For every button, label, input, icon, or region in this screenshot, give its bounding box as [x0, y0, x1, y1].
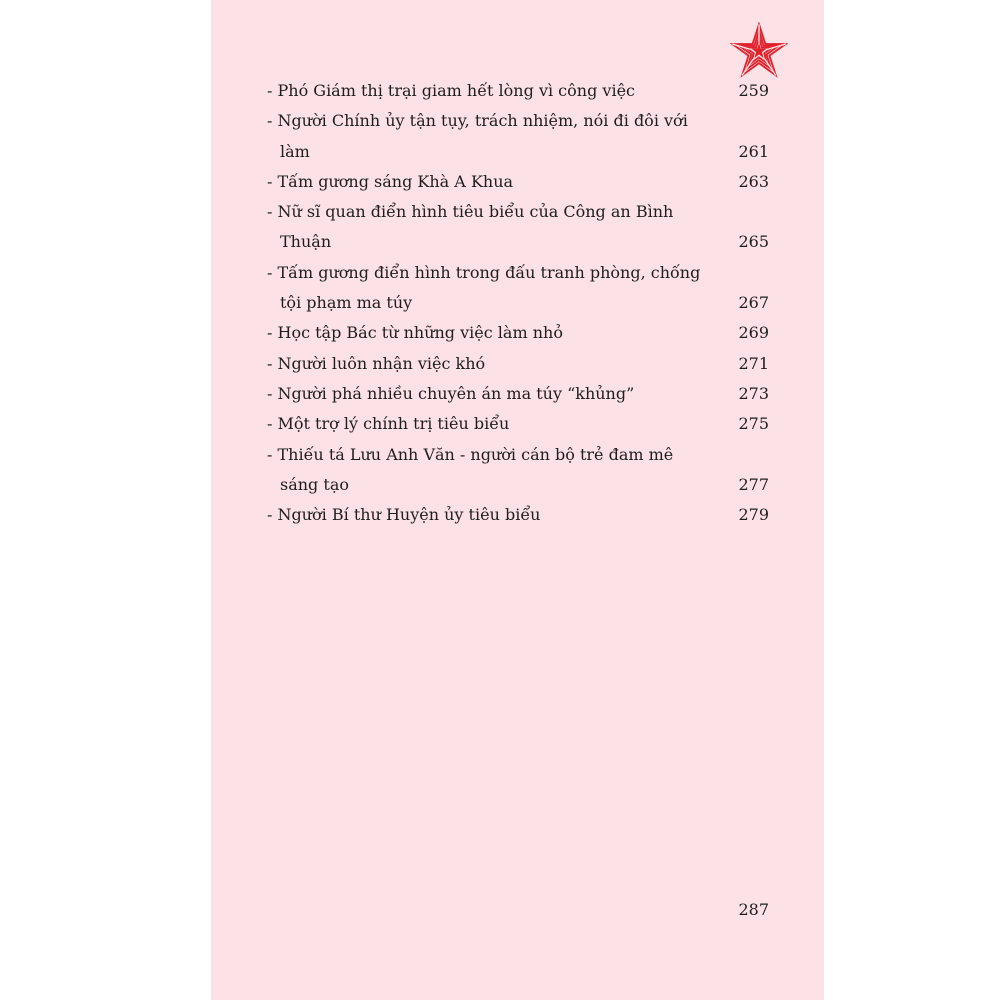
red-star-emblem-icon	[730, 22, 788, 80]
toc-entry-page: 269	[738, 323, 769, 343]
toc-entry-title: - Phó Giám thị trại giam hết lòng vì công việc	[267, 81, 635, 100]
toc-entry-title: - Tấm gương điển hình trong đấu tranh phòng, chống tội phạm ma túy	[267, 262, 701, 313]
toc-entry-title: - Tấm gương sáng Khà A Khua	[267, 171, 514, 191]
toc-entry	[267, 197, 769, 258]
toc-entry	[267, 106, 769, 167]
toc-entry-title: - Học tập Bác từ những việc làm nhỏ	[267, 323, 563, 343]
toc-entry-page: 275	[738, 414, 769, 434]
toc-entry-title: - Người Chính ủy tận tụy, trách nhiệm, nói đi đôi với làm	[267, 111, 688, 161]
toc-entry-page: 271	[738, 353, 769, 373]
book-page	[211, 0, 824, 1000]
toc-entry	[267, 76, 769, 106]
toc-entry-title: - Người phá nhiều chuyên án ma túy “khủng”	[267, 383, 635, 403]
toc-entry-title: - Người luôn nhận việc khó	[267, 353, 486, 373]
toc-entry-title: - Thiếu tá Lưu Anh Văn - người cán bộ trẻ đam mê sáng tạo	[267, 444, 674, 494]
toc-entry	[267, 500, 769, 530]
toc-entry-page: 263	[738, 171, 769, 191]
toc-entry	[267, 349, 769, 379]
toc-entry	[267, 167, 769, 197]
toc-entry	[267, 318, 769, 348]
toc-entry-page: 267	[738, 293, 769, 313]
toc-entry-page: 279	[738, 505, 769, 525]
toc-entry	[267, 440, 769, 501]
toc-entry	[267, 258, 769, 319]
toc-entry-title: - Nữ sĩ quan điển hình tiêu biểu của Công an Bình Thuận	[267, 202, 674, 252]
toc-entry-page: 265	[738, 232, 769, 252]
page-number: 287	[738, 900, 769, 919]
toc-entry-page: 261	[738, 141, 769, 161]
toc-entry-page: 273	[738, 383, 769, 403]
toc-entry-page: 259	[738, 81, 769, 100]
toc-entry	[267, 409, 769, 439]
toc-entry-page: 277	[738, 474, 769, 494]
toc-entry-title: - Một trợ lý chính trị tiêu biểu	[267, 414, 510, 434]
toc-entry	[267, 379, 769, 409]
toc-entry-title: - Người Bí thư Huyện ủy tiêu biểu	[267, 505, 541, 525]
table-of-contents	[267, 76, 769, 530]
